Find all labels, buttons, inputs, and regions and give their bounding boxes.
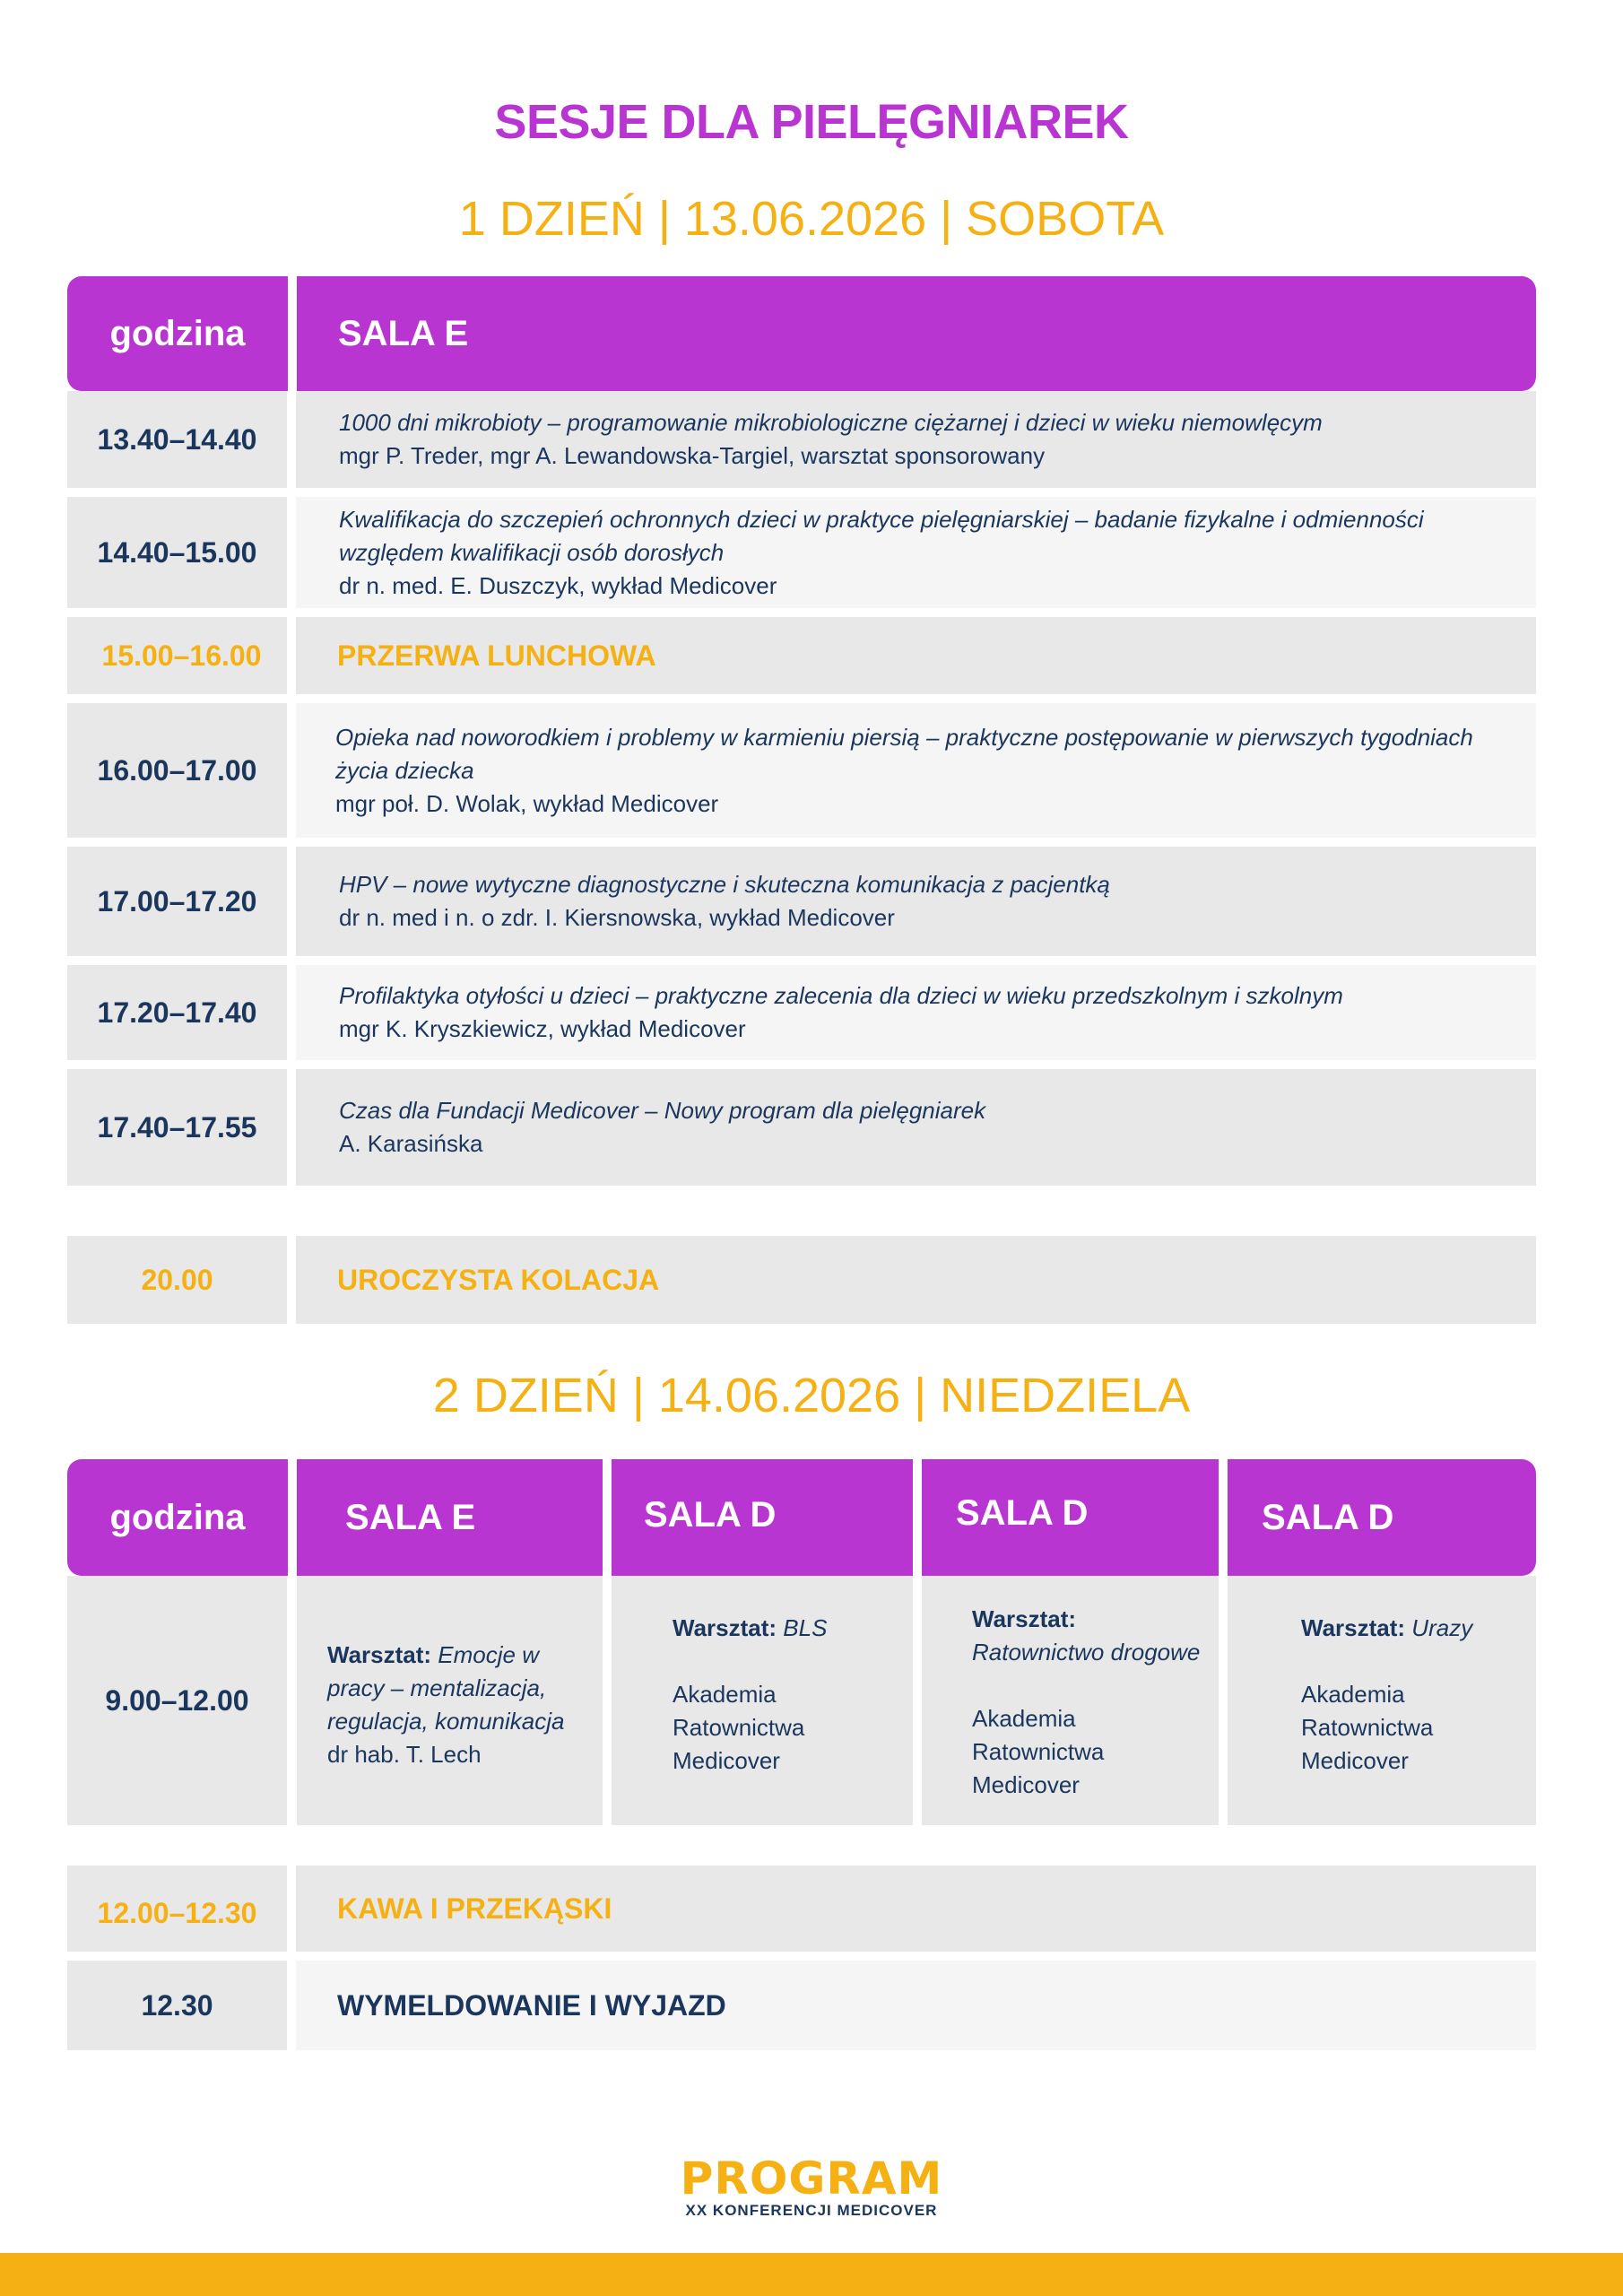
workshop-cell [922, 1576, 1219, 1825]
workshop-label: Warsztat: [327, 1641, 432, 1668]
workshop-organizer: Medicover [1301, 1747, 1409, 1774]
workshop-topic: Ratownictwo drogowe [972, 1639, 1201, 1665]
day2-header-room-4 [1228, 1459, 1536, 1576]
spacer [673, 1645, 913, 1678]
session-time [67, 703, 287, 838]
workshop-organizer: Akademia [1301, 1681, 1405, 1708]
checkout-time-text: 12.30 [141, 1988, 213, 2022]
session-description [296, 965, 1536, 1060]
workshop-topic: BLS [783, 1614, 828, 1641]
logo-main-text: PROGRAM [680, 2152, 943, 2205]
session-description [296, 391, 1536, 488]
spacer [972, 1669, 1219, 1702]
workshop-organizer: Medicover [673, 1747, 780, 1774]
session-time-text: 13.40–14.40 [97, 422, 257, 456]
day2-header-room-3 [922, 1459, 1219, 1576]
checkout-time [67, 1961, 287, 2050]
session-speaker: dr n. med. E. Duszczyk, wykład Medicover [339, 571, 777, 599]
day2-header-room-1 [297, 1459, 603, 1576]
workshop-title-line [327, 1639, 603, 1672]
workshop-organizer: Medicover [972, 1771, 1080, 1798]
session-time [67, 617, 287, 694]
session-time [67, 965, 287, 1060]
day1-heading: 1 DZIEŃ | 13.06.2026 | SOBOTA [458, 192, 1165, 246]
workshop-cell [612, 1576, 913, 1825]
room-label: SALA D [1262, 1497, 1394, 1537]
session-speaker: A. Karasińska [339, 1130, 483, 1157]
break-event [296, 617, 1536, 694]
session-title: 1000 dni mikrobioty – programowanie mikrobiologiczne ciężarnej i dzieci w wieku niemowlęcym [339, 409, 1323, 436]
dinner-time [67, 1236, 287, 1324]
session-title: względem kwalifikacji osób dorosłych [339, 538, 725, 566]
workshop-topic: Emocje w [438, 1641, 539, 1668]
day1-header-time [67, 276, 288, 391]
day2-heading: 2 DZIEŃ | 14.06.2026 | NIEDZIELA [432, 1369, 1191, 1422]
dinner-time-text: 20.00 [141, 1263, 213, 1296]
session-title: życia dziecka [335, 756, 474, 784]
workshop-cell [1228, 1576, 1536, 1825]
session-speaker: mgr P. Treder, mgr A. Lewandowska-Targiel, warsztat sponsorowany [339, 442, 1046, 469]
session-title: Czas dla Fundacji Medicover – Nowy program dla pielęgniarek [339, 1097, 986, 1124]
workshop-title-line [1301, 1612, 1536, 1645]
header-time-label: godzina [109, 1497, 246, 1537]
workshop-topic: regulacja, komunikacja [327, 1708, 565, 1735]
workshop-time-text: 9.00–12.00 [105, 1683, 249, 1717]
page-title: SESJE DLA PIELĘGNIAREK [494, 95, 1129, 149]
session-speaker: dr n. med i n. o zdr. I. Kiersnowska, wykład Medicover [339, 904, 895, 931]
workshop-organizer: dr hab. T. Lech [327, 1741, 482, 1768]
session-title: Kwalifikacja do szczepień ochronnych dzieci w praktyce pielęgniarskiej – badanie fizykalne i odmienności [339, 505, 1424, 533]
coffee-event [296, 1866, 1536, 1952]
coffee-time-text: 12.00–12.30 [97, 1896, 257, 1929]
day1-header-room [297, 276, 1536, 391]
session-time [67, 1069, 287, 1186]
header-time-label: godzina [109, 313, 246, 353]
session-time-text: 16.00–17.00 [97, 753, 257, 787]
workshop-topic: pracy – mentalizacja, [327, 1674, 547, 1701]
workshop-organizer: Akademia [673, 1681, 777, 1708]
checkout-event-text: WYMELDOWANIE I WYJAZD [337, 1988, 726, 2022]
session-title: Opieka nad noworodkiem i problemy w karmieniu piersią – praktyczne postępowanie w pierwszych tygodniach [335, 723, 1473, 751]
room-label: SALA E [345, 1497, 476, 1537]
workshop-title-line [673, 1612, 913, 1645]
workshop-cell [297, 1576, 603, 1825]
workshop-label: Warsztat: [673, 1614, 777, 1641]
workshop-label: Warsztat: [972, 1605, 1077, 1632]
session-title: HPV – nowe wytyczne diagnostyczne i skuteczna komunikacja z pacjentką [339, 871, 1110, 898]
session-time-text: 17.00–17.20 [97, 884, 257, 918]
session-title: Profilaktyka otyłości u dzieci – praktyczne zalecenia dla dzieci w wieku przedszkolnym i szkolnym [339, 982, 1343, 1009]
session-description [296, 703, 1536, 838]
workshop-title-line [972, 1603, 1219, 1636]
dinner-event-text: UROCZYSTA KOLACJA [337, 1263, 660, 1296]
workshop-organizer: Ratownictwa [1301, 1714, 1434, 1741]
break-event-text: PRZERWA LUNCHOWA [337, 639, 656, 672]
session-time-text: 14.40–15.00 [97, 535, 257, 569]
session-time-text: 17.40–17.55 [97, 1110, 257, 1144]
workshop-organizer: Akademia [972, 1705, 1076, 1732]
workshop-time [67, 1576, 287, 1825]
session-time [67, 391, 287, 488]
spacer [1301, 1645, 1536, 1678]
checkout-event [296, 1961, 1536, 2050]
workshop-label: Warsztat: [1301, 1614, 1406, 1641]
session-time-text: 17.20–17.40 [97, 996, 257, 1029]
dinner-event [296, 1236, 1536, 1324]
day2-header-room-2 [612, 1459, 913, 1576]
header-room-label: SALA E [338, 313, 469, 353]
day2-header-time [67, 1459, 288, 1576]
session-speaker: mgr poł. D. Wolak, wykład Medicover [335, 789, 719, 817]
session-time [67, 847, 287, 956]
program-logo [0, 2152, 1623, 2220]
footer-bar [0, 2253, 1623, 2296]
workshop-organizer: Ratownictwa [972, 1738, 1105, 1765]
session-description [296, 1069, 1536, 1186]
session-speaker: mgr K. Kryszkiewicz, wykład Medicover [339, 1015, 746, 1042]
session-time [67, 497, 287, 608]
session-description [296, 847, 1536, 956]
logo-sub-text: XX KONFERENCJI MEDICOVER [685, 2202, 938, 2219]
workshop-organizer: Ratownictwa [673, 1714, 805, 1741]
coffee-event-text: KAWA I PRZEKĄSKI [337, 1892, 612, 1925]
room-label: SALA D [956, 1492, 1089, 1533]
coffee-time [67, 1866, 287, 1952]
session-description [296, 497, 1536, 608]
room-label: SALA D [644, 1494, 777, 1535]
session-time-text: 15.00–16.00 [101, 639, 262, 672]
workshop-topic: Urazy [1411, 1614, 1473, 1641]
